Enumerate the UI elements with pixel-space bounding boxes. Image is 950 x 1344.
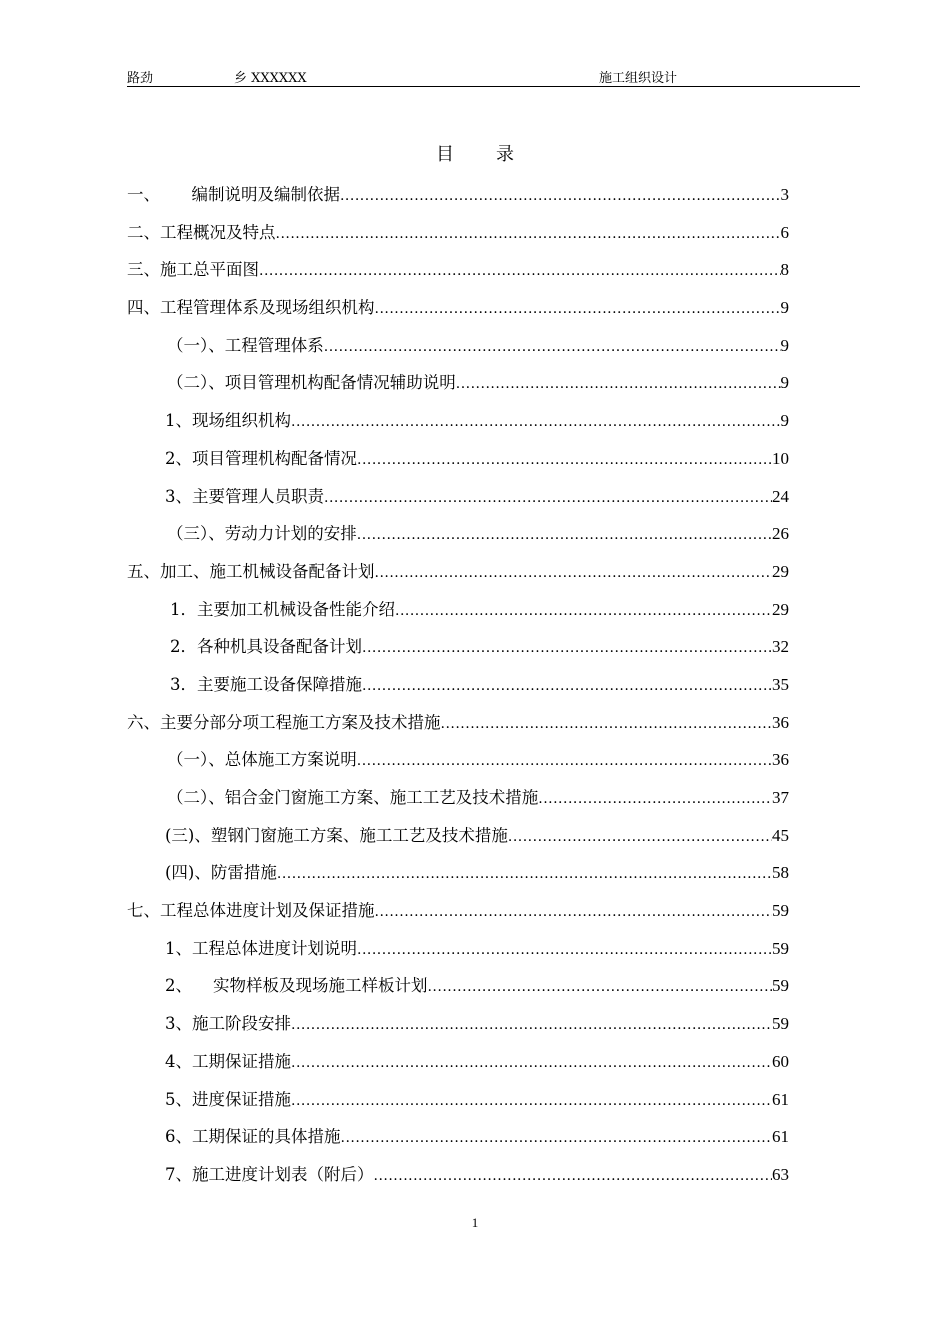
- toc-entry-page: 35: [772, 674, 789, 694]
- toc-leader-dots: [324, 329, 781, 367]
- toc-entry[interactable]: [127, 214, 789, 252]
- toc-entry-label: 一、 编制说明及编制依据: [127, 185, 340, 204]
- toc-entry[interactable]: [127, 402, 789, 440]
- toc-entry-label: 3、主要管理人员职责: [165, 486, 324, 506]
- toc-entry-page: 29: [772, 561, 789, 581]
- table-of-contents: [127, 176, 789, 1194]
- toc-entry[interactable]: [127, 327, 789, 365]
- toc-entry[interactable]: [127, 553, 789, 591]
- toc-entry[interactable]: [127, 741, 789, 779]
- toc-leader-dots: [362, 668, 772, 706]
- toc-entry-label: （一）、工程管理体系: [167, 335, 324, 355]
- header-left-text: 路劲: [127, 71, 154, 86]
- toc-leader-dots: [395, 593, 772, 631]
- toc-entry-page: 9: [780, 411, 789, 431]
- toc-entry-page: 6: [780, 222, 789, 242]
- toc-entry[interactable]: [127, 251, 789, 289]
- toc-entry[interactable]: [127, 440, 789, 478]
- toc-entry-page: 61: [772, 1089, 789, 1109]
- toc-leader-dots: [259, 253, 781, 291]
- toc-entry-label: (三)、塑钢门窗施工方案、施工工艺及技术措施: [165, 825, 508, 845]
- toc-entry-page: 32: [772, 637, 789, 657]
- toc-entry-page: 8: [780, 260, 789, 280]
- toc-entry-label: 2．各种机具设备配备计划: [170, 637, 362, 657]
- toc-leader-dots: [375, 555, 773, 593]
- page-header: [127, 66, 860, 87]
- toc-entry-label: 1、工程总体进度计划说明: [165, 938, 357, 958]
- toc-entry[interactable]: [127, 591, 789, 629]
- toc-leader-dots: [291, 1083, 772, 1121]
- toc-entry-page: 61: [772, 1127, 789, 1147]
- toc-entry-label: 3、施工阶段安排: [165, 1014, 291, 1034]
- toc-entry-label: 五、加工、施工机械设备配备计划: [127, 561, 375, 581]
- toc-entry[interactable]: [127, 666, 789, 704]
- toc-entry-page: 3: [780, 185, 789, 204]
- toc-entry-label: 4、工期保证措施: [165, 1051, 291, 1071]
- header-right-text: 施工组织设计: [599, 71, 678, 86]
- toc-entry-label: 二、工程概况及特点: [127, 222, 276, 242]
- toc-entry-label: （一）、总体施工方案说明: [167, 750, 357, 770]
- toc-entry-label: 七、工程总体进度计划及保证措施: [127, 901, 375, 921]
- toc-leader-dots: [357, 517, 772, 555]
- toc-entry-page: 45: [772, 825, 789, 845]
- toc-entry-label: 2、项目管理机构配备情况: [165, 448, 357, 468]
- toc-entry-label: 1、现场组织机构: [165, 411, 291, 431]
- toc-leader-dots: [375, 894, 773, 932]
- toc-entry[interactable]: [127, 930, 789, 968]
- toc-leader-dots: [341, 1120, 773, 1158]
- toc-entry-page: 26: [772, 524, 789, 544]
- toc-entry-label: （二）、项目管理机构配备情况辅助说明: [167, 373, 456, 393]
- toc-leader-dots: [291, 404, 781, 442]
- toc-entry-page: 59: [772, 976, 789, 996]
- toc-entry-label: 5、进度保证措施: [165, 1089, 291, 1109]
- toc-entry[interactable]: [127, 478, 789, 516]
- toc-entry-label: （三）、劳动力计划的安排: [167, 524, 357, 544]
- toc-leader-dots: [374, 1158, 773, 1196]
- toc-entry-page: 63: [772, 1164, 789, 1184]
- toc-entry-label: 1．主要加工机械设备性能介绍: [170, 599, 395, 619]
- toc-entry-page: 9: [780, 373, 789, 393]
- toc-entry-page: 59: [772, 1014, 789, 1034]
- toc-entry-label: （二）、铝合金门窗施工方案、施工工艺及技术措施: [167, 788, 539, 807]
- toc-entry-page: 59: [772, 901, 789, 921]
- toc-entry-page: 24: [772, 486, 789, 506]
- toc-leader-dots: [277, 856, 772, 894]
- toc-entry-label: 3．主要施工设备保障措施: [170, 674, 362, 694]
- toc-entry[interactable]: [127, 1005, 789, 1043]
- toc-entry-label: 六、主要分部分项工程施工方案及技术措施: [127, 712, 441, 732]
- toc-leader-dots: [357, 743, 772, 781]
- toc-leader-dots: [375, 291, 781, 329]
- toc-leader-dots: [357, 932, 772, 970]
- toc-entry-page: 60: [772, 1051, 789, 1071]
- toc-entry-label: 三、施工总平面图: [127, 260, 259, 280]
- toc-entry[interactable]: [127, 704, 789, 742]
- page-number: 1: [471, 1215, 479, 1230]
- toc-entry[interactable]: [127, 1156, 789, 1194]
- toc-entry-page: 59: [772, 938, 789, 958]
- toc-leader-dots: [357, 442, 772, 480]
- toc-entry-page: 9: [780, 298, 789, 318]
- toc-entry-page: 29: [772, 599, 789, 619]
- toc-leader-dots: [441, 706, 773, 744]
- toc-entry-label: 四、工程管理体系及现场组织机构: [127, 298, 375, 318]
- toc-entry[interactable]: [127, 515, 789, 553]
- toc-entry-page: 58: [772, 863, 789, 883]
- toc-entry[interactable]: [127, 628, 789, 666]
- toc-entry-page: 36: [772, 750, 789, 770]
- toc-leader-dots: [362, 630, 772, 668]
- toc-entry[interactable]: [127, 892, 789, 930]
- toc-leader-dots: [291, 1007, 772, 1045]
- toc-entry[interactable]: [127, 854, 789, 892]
- toc-entry-label: 2、 实物样板及现场施工样板计划: [165, 976, 428, 996]
- toc-leader-dots: [538, 781, 772, 819]
- toc-entry-label: (四)、防雷措施: [165, 863, 277, 883]
- toc-entry-label: 7、施工进度计划表（附后）: [165, 1164, 374, 1184]
- toc-entry[interactable]: [127, 364, 789, 402]
- toc-entry[interactable]: [127, 817, 789, 855]
- toc-entry-label: 6、工期保证的具体措施: [165, 1127, 341, 1147]
- toc-entry-page: 9: [780, 335, 789, 355]
- toc-leader-dots: [324, 480, 772, 518]
- toc-entry[interactable]: [127, 1118, 789, 1156]
- toc-entry[interactable]: [127, 289, 789, 327]
- toc-entry[interactable]: [127, 1043, 789, 1081]
- toc-leader-dots: [427, 969, 772, 1007]
- toc-leader-dots: [291, 1045, 772, 1083]
- toc-entry-page: 10: [772, 448, 789, 468]
- toc-leader-dots: [340, 178, 781, 216]
- toc-title: 目录: [436, 144, 556, 165]
- header-middle-text: 乡 XXXXXX: [234, 71, 307, 86]
- toc-entry-page: 37: [772, 788, 789, 807]
- toc-entry[interactable]: [127, 1081, 789, 1119]
- toc-entry[interactable]: [127, 176, 789, 214]
- toc-leader-dots: [508, 819, 772, 857]
- toc-entry-page: 36: [772, 712, 789, 732]
- toc-entry[interactable]: [127, 967, 789, 1005]
- toc-leader-dots: [456, 366, 781, 404]
- toc-leader-dots: [276, 216, 781, 254]
- toc-entry[interactable]: [127, 779, 789, 817]
